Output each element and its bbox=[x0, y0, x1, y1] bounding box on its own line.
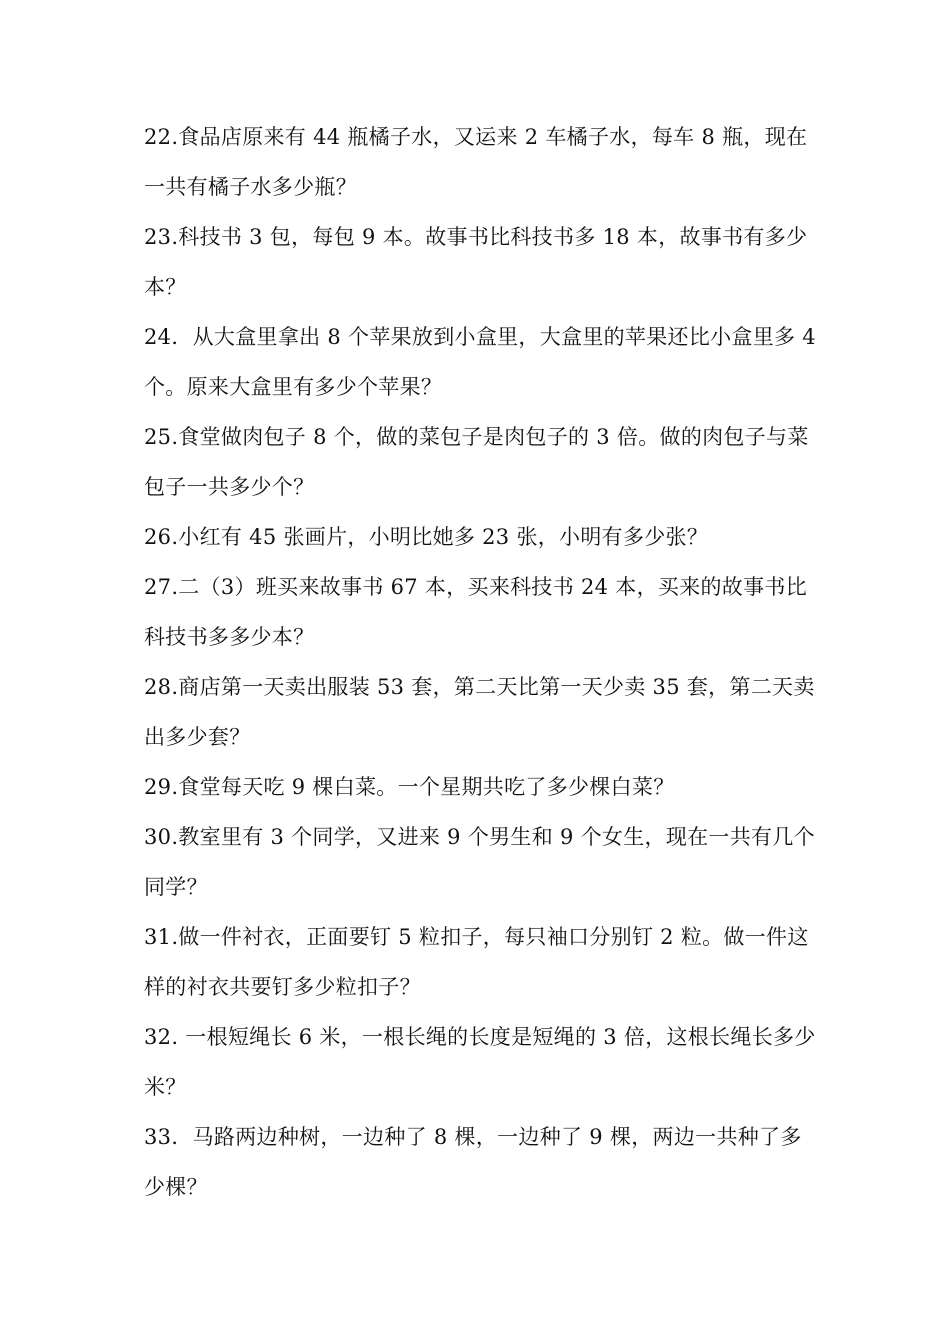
problem-26: 26.小红有 45 张画片，小明比她多 23 张，小明有多少张？ bbox=[144, 525, 709, 549]
problem-30: 30.教室里有 3 个同学，又进来 9 个男生和 9 个女生，现在一共有几个同学？ bbox=[144, 825, 815, 899]
problem-29: 29.食堂每天吃 9 棵白菜。一个星期共吃了多少棵白菜？ bbox=[144, 775, 675, 799]
problem-23: 23.科技书 3 包，每包 9 本。故事书比科技书多 18 本，故事书有多少本？ bbox=[144, 225, 808, 299]
problem-27: 27.二（3）班买来故事书 67 本，买来科技书 24 本，买来的故事书比科技书多多少本？ bbox=[144, 575, 807, 649]
problem-33: 33．马路两边种树，一边种了 8 棵，一边种了 9 棵，两边一共种了多少棵？ bbox=[144, 1125, 802, 1199]
problem-list bbox=[144, 112, 816, 1212]
problem-28: 28.商店第一天卖出服装 53 套，第二天比第一天少卖 35 套，第二天卖出多少套？ bbox=[144, 675, 815, 749]
problem-31: 31.做一件衬衣，正面要钉 5 粒扣子，每只袖口分别钉 2 粒。做一件这样的衬衣共要钉多少粒扣子？ bbox=[144, 925, 809, 999]
problem-32: 32. 一根短绳长 6 米，一根长绳的长度是短绳的 3 倍，这根长绳长多少米？ bbox=[144, 1025, 816, 1099]
problem-22: 22.食品店原来有 44 瓶橘子水，又运来 2 车橘子水，每车 8 瓶，现在一共有橘子水多少瓶？ bbox=[144, 125, 808, 199]
problem-24: 24．从大盒里拿出 8 个苹果放到小盒里，大盒里的苹果还比小盒里多 4 个。原来大盒里有多少个苹果？ bbox=[144, 325, 816, 399]
problem-25: 25.食堂做肉包子 8 个，做的菜包子是肉包子的 3 倍。做的肉包子与菜包子一共多少个？ bbox=[144, 425, 809, 499]
